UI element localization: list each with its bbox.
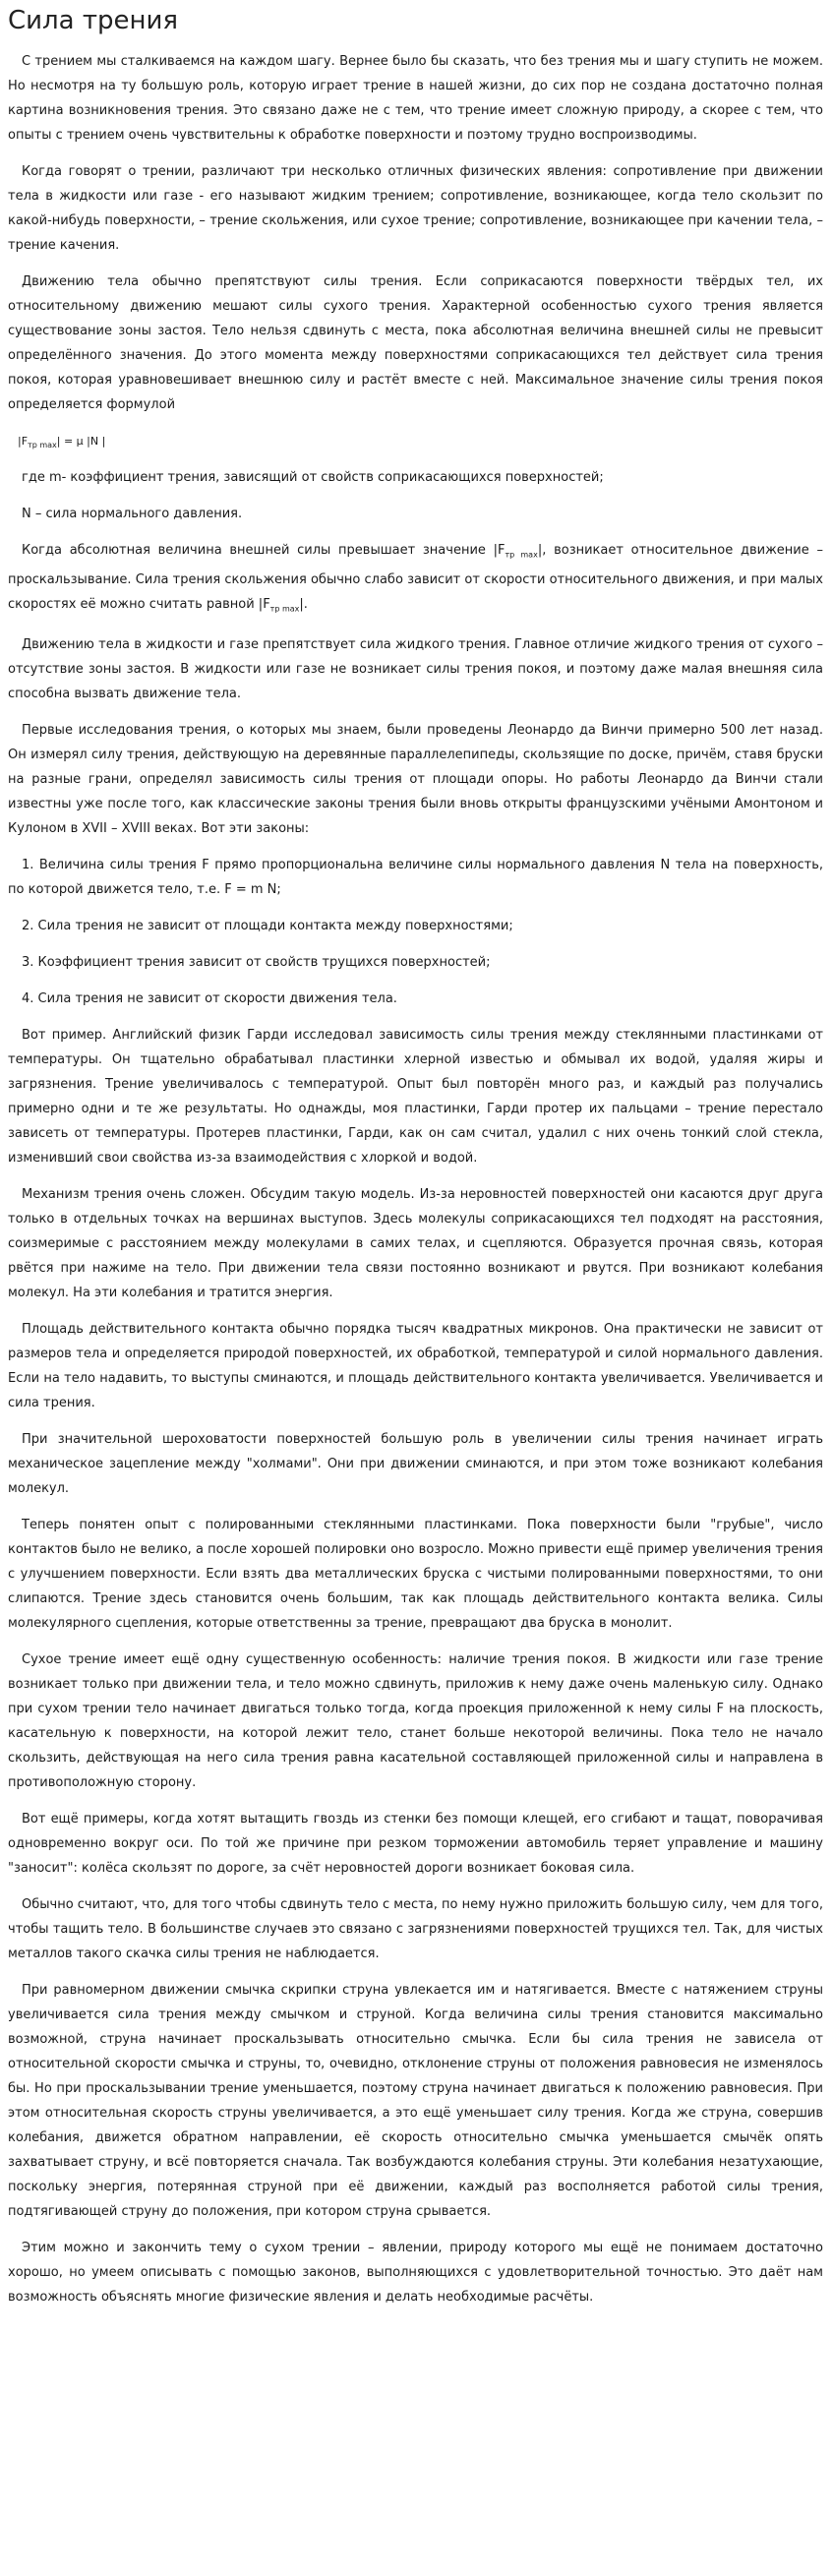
- paragraph: Вот ещё примеры, когда хотят вытащить гвоздь из стенки без помощи клещей, его сгибают и тащат, поворачивая одновременно вокруг оси. По той же причине при резком торможении автомобиль теряет управление и машину "заносит": колёса скользят по дороге, за счёт неровностей дороги возникает боковая сила.: [8, 1812, 823, 1877]
- text: |, возникает относительное движение – проскальзывание. Сила трения скольжения обычно слабо зависит от скорости относительного движения, и при малых скоростях её можно считать равной |F: [8, 543, 823, 612]
- law-item: 3. Коэффициент трения зависит от свойств трущихся поверхностей;: [22, 955, 491, 971]
- formula-sub: тр max: [28, 441, 57, 450]
- text: |.: [299, 596, 308, 612]
- paragraph: где m- коэффициент трения, зависящий от свойств соприкасающихся поверхностей;: [22, 470, 604, 486]
- paragraph: При равномерном движении смычка скрипки струна увлекается им и натягивается. Вместе с натяжением струны увеличивается сила трения между смычком и струной. Когда величина силы трения становится максимально возможной, струна начинает проскальзывать относительно смычка. Если бы сила трения не зависела от относительной скорости смычка и струны, то, очевидно, отклонение струны от положения равновесия не изменялось бы. Но при проскальзывании трение уменьшается, поэтому струна начинает двигаться к положению равновесия. При этом относительная скорость струны увеличивается, а это ещё уменьшает силу трения. Когда же струна, совершив колебания, движется обратном направлении, её скорость относительно смычка уменьшается смычёк опять захватывает струну, и всё повторяется сначала. Так возбуждаются колебания струны. Эти колебания незатухающие, поскольку энергия, потерянная струной при её движении, каждый раз восполняется работой силы трения, подтягивающей струну до положения, при котором струна срывается.: [8, 1983, 823, 2220]
- paragraph: При значительной шероховатости поверхностей большую роль в увеличении силы трения начинает играть механическое зацепление между "холмами". Они при движении сминаются, и при этом тоже возникают колебания молекул.: [8, 1432, 823, 1497]
- page-title: Сила трения: [8, 6, 179, 35]
- formula-rhs: | = μ |N |: [56, 435, 106, 448]
- formula-max-static-friction: [8, 429, 823, 457]
- law-item: 4. Сила трения не зависит от скорости движения тела.: [22, 991, 397, 1007]
- text: Когда абсолютная величина внешней силы превышает значение |F: [22, 543, 506, 559]
- paragraph: Сухое трение имеет ещё одну существенную особенность: наличие трения покоя. В жидкости или газе трение возникает только при движении тела, и тело можно сдвинуть, приложив к нему даже очень маленькую силу. Однако при сухом трении тело начинает двигаться только тогда, когда проекция приложенной к нему силы F на плоскость, касательную к поверхности, на которой лежит тело, станет больше некоторой величины. Пока тело не начало скользить, действующая на него сила трения равна касательной составляющей приложенной силы и направлена в противоположную сторону.: [8, 1652, 823, 1791]
- paragraph: Первые исследования трения, о которых мы знаем, были проведены Леонардо да Винчи примерно 500 лет назад. Он измерял силу трения, действующую на деревянные параллелепипеды, скользящие по доске, причём, ставя бруски на разные грани, определял зависимость силы трения от площади опоры. Но работы Леонардо да Винчи стали известны уже после того, как классические законы трения были вновь открыты французскими учёными Амонтоном и Кулоном в XVII – XVIII веках. Вот эти законы:: [8, 723, 823, 837]
- formula-lhs: |F: [18, 435, 29, 448]
- paragraph: Вот пример. Английский физик Гарди исследовал зависимость силы трения между стеклянными пластинками от температуры. Он тщательно обрабатывал пластинки хлерной известью и обмывал их водой, удаляя жиры и загрязнения. Трение увеличивалось с температурой. Опыт был повторён много раз, и каждый раз получались примерно одни и те же результаты. Но однажды, моя пластинки, Гарди протер их пальцами – трение перестало зависеть от температуры. Протерев пластинки, Гарди, как он сам считал, удалил с них очень тонкий слой стекла, изменивший свои свойства из-за взаимодействия с хлоркой и водой.: [8, 1028, 823, 1167]
- law-item: 1. Величина силы трения F прямо пропорциональна величине силы нормального давления N тела на поверхность, по которой движется тело, т.е. F = m N;: [8, 858, 823, 898]
- paragraph: N – сила нормального давления.: [22, 507, 243, 522]
- paragraph: Этим можно и закончить тему о сухом трении – явлении, природу которого мы ещё не понимаем достаточно хорошо, но умеем описывать с помощью законов, выполняющихся с удовлетворительной точностью. Это даёт нам возможность объяснять многие физические явления и делать необходимые расчёты.: [8, 2241, 823, 2306]
- paragraph: Механизм трения очень сложен. Обсудим такую модель. Из-за неровностей поверхностей они касаются друг друга только в отдельных точках на вершинах выступов. Здесь молекулы соприкасающихся тел подходят на расстояния, соизмеримые с расстоянием между молекулами в самих телах, и сцепляются. Образуется прочная связь, которая рвётся при нажиме на тело. При движении тела связи постоянно возникают и рвутся. При возникают колебания молекул. На эти колебания и тратится энергия.: [8, 1187, 823, 1301]
- formula-sub: тр max: [505, 550, 538, 560]
- paragraph: Движению тела обычно препятствуют силы трения. Если соприкасаются поверхности твёрдых тел, их относительному движению мешают силы сухого трения. Характерной особенностью сухого трения является существование зоны застоя. Тело нельзя сдвинуть с места, пока абсолютная величина внешней силы не превысит определённого значения. До этого момента между поверхностями соприкасающихся тел действует сила трения покоя, которая уравновешивает внешнюю силу и растёт вместе с ней. Максимальное значение силы трения покоя определяется формулой: [8, 274, 823, 412]
- paragraph: С трением мы сталкиваемся на каждом шагу. Вернее было бы сказать, что без трения мы и шагу ступить не можем. Но несмотря на ту большую роль, которую играет трение в нашей жизни, до сих пор не создана достаточно полная картина возникновения трения. Это связано даже не с тем, что трение имеет сложную природу, а скорее с тем, что опыты с трением очень чувствительны к обработке поверхности и поэтому трудно воспроизводимы.: [8, 54, 823, 143]
- formula-sub: тр max: [269, 604, 300, 614]
- paragraph: Когда говорят о трении, различают три несколько отличных физических явления: сопротивление при движении тела в жидкости или газе - его называют жидким трением; сопротивление, возникающее, когда тело скользит по какой-нибудь поверхности, – трение скольжения, или сухое трение; сопротивление, возникающее при качении тела, – трение качения.: [8, 164, 823, 253]
- paragraph: Обычно считают, что, для того чтобы сдвинуть тело с места, по нему нужно приложить большую силу, чем для того, чтобы тащить тело. В большинстве случаев это связано с загрязнениями поверхностей трущихся тел. Так, для чистых металлов такого скачка силы трения не наблюдается.: [8, 1897, 823, 1962]
- law-item: 2. Сила трения не зависит от площади контакта между поверхностями;: [22, 919, 513, 934]
- paragraph: Теперь понятен опыт с полированными стеклянными пластинками. Пока поверхности были "грубые", число контактов было не велико, а после хорошей полировки оно возросло. Можно привести ещё пример увеличения трения с улучшением поверхности. Если взять два металлических бруска с чистыми полированными поверхностями, то они слипаются. Трение здесь становится очень большим, так как площадь действительного контакта велика. Силы молекулярного сцепления, которые ответственны за трение, превращают два бруска в монолит.: [8, 1518, 823, 1632]
- paragraph: Площадь действительного контакта обычно порядка тысяч квадратных микронов. Она практически не зависит от размеров тела и определяется природой поверхностей, их обработкой, температурой и силой нормального давления. Если на тело надавить, то выступы сминаются, и площадь действительного контакта увеличивается. Увеличивается и сила трения.: [8, 1322, 823, 1411]
- paragraph: Движению тела в жидкости и газе препятствует сила жидкого трения. Главное отличие жидкого трения от сухого – отсутствие зоны застоя. В жидкости или газе не возникает силы трения покоя, и поэтому даже малая внешняя сила способна вызвать движение тела.: [8, 637, 823, 702]
- paragraph-slip: [8, 538, 823, 621]
